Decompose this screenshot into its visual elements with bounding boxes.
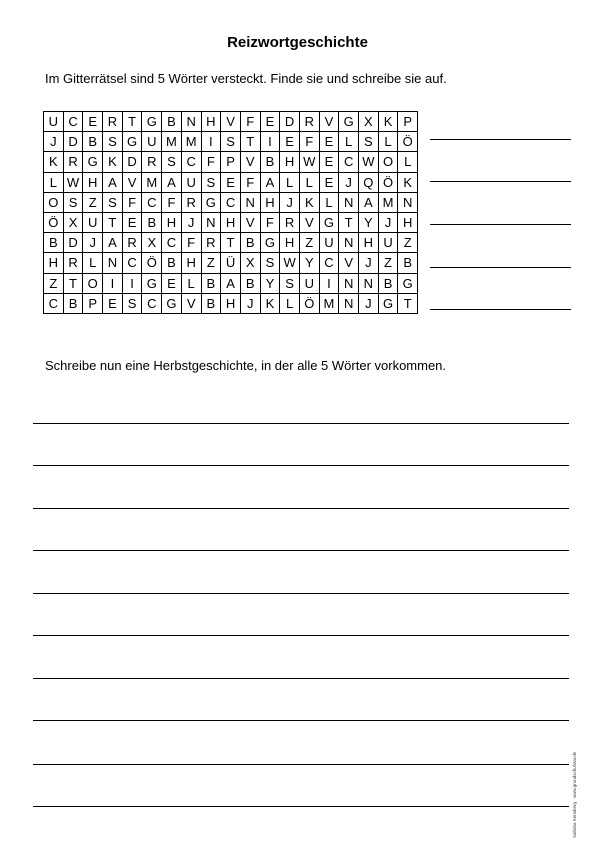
grid-cell[interactable]: J <box>359 293 379 313</box>
grid-cell[interactable]: E <box>162 273 182 293</box>
grid-cell[interactable]: G <box>260 233 280 253</box>
grid-cell[interactable]: G <box>201 192 221 212</box>
grid-cell[interactable]: B <box>240 273 260 293</box>
grid-cell[interactable]: T <box>103 212 123 232</box>
grid-cell[interactable]: S <box>63 192 83 212</box>
grid-cell[interactable]: J <box>378 212 398 232</box>
grid-cell[interactable]: C <box>44 293 64 313</box>
answer-line-5[interactable] <box>430 309 571 310</box>
grid-cell[interactable]: N <box>339 293 359 313</box>
grid-cell[interactable]: S <box>122 293 142 313</box>
grid-cell[interactable]: D <box>122 152 142 172</box>
grid-cell[interactable]: K <box>103 152 123 172</box>
grid-cell[interactable]: M <box>162 132 182 152</box>
grid-cell[interactable]: B <box>63 293 83 313</box>
grid-cell[interactable]: G <box>142 273 162 293</box>
grid-cell[interactable]: R <box>142 152 162 172</box>
grid-cell[interactable]: R <box>280 212 300 232</box>
grid-cell[interactable]: Ü <box>221 253 241 273</box>
grid-cell[interactable]: L <box>181 273 201 293</box>
grid-cell[interactable]: E <box>280 132 300 152</box>
grid-cell[interactable]: V <box>319 112 339 132</box>
grid-cell[interactable]: G <box>339 112 359 132</box>
grid-cell[interactable]: H <box>201 112 221 132</box>
grid-cell[interactable]: H <box>221 293 241 313</box>
grid-cell[interactable]: A <box>221 273 241 293</box>
grid-cell[interactable]: N <box>339 192 359 212</box>
grid-cell[interactable]: I <box>103 273 123 293</box>
grid-cell[interactable]: Y <box>260 273 280 293</box>
grid-cell[interactable]: W <box>63 172 83 192</box>
grid-cell[interactable]: H <box>280 152 300 172</box>
grid-cell[interactable]: N <box>181 112 201 132</box>
grid-cell[interactable]: U <box>142 132 162 152</box>
grid-cell[interactable]: S <box>103 132 123 152</box>
grid-cell[interactable]: F <box>162 192 182 212</box>
writing-line-2[interactable] <box>33 465 569 466</box>
grid-cell[interactable]: V <box>221 112 241 132</box>
grid-cell[interactable]: P <box>83 293 103 313</box>
writing-line-5[interactable] <box>33 593 569 594</box>
grid-cell[interactable]: Q <box>359 172 379 192</box>
grid-cell[interactable]: V <box>122 172 142 192</box>
grid-cell[interactable]: H <box>280 233 300 253</box>
grid-cell[interactable]: R <box>299 112 319 132</box>
answer-line-4[interactable] <box>430 267 571 268</box>
grid-cell[interactable]: H <box>162 212 182 232</box>
grid-cell[interactable]: I <box>260 132 280 152</box>
grid-cell[interactable]: T <box>398 293 418 313</box>
grid-row <box>44 152 418 172</box>
grid-cell[interactable]: A <box>103 233 123 253</box>
grid-cell[interactable]: L <box>299 172 319 192</box>
grid-cell[interactable]: C <box>142 192 162 212</box>
grid-cell[interactable]: F <box>181 233 201 253</box>
grid-row <box>44 253 418 273</box>
grid-cell[interactable]: K <box>44 152 64 172</box>
grid-cell[interactable]: Z <box>378 253 398 273</box>
grid-cell[interactable]: F <box>240 172 260 192</box>
grid-row <box>44 293 418 313</box>
grid-cell[interactable]: L <box>319 192 339 212</box>
grid-cell[interactable]: Ö <box>378 172 398 192</box>
grid-cell[interactable]: E <box>319 172 339 192</box>
grid-cell[interactable]: R <box>181 192 201 212</box>
grid-cell[interactable]: Ö <box>44 212 64 232</box>
grid-cell[interactable]: O <box>83 273 103 293</box>
grid-row <box>44 233 418 253</box>
grid-cell[interactable]: C <box>339 152 359 172</box>
grid-cell[interactable]: I <box>201 132 221 152</box>
grid-cell[interactable]: S <box>103 192 123 212</box>
writing-line-10[interactable] <box>33 806 569 807</box>
grid-cell[interactable]: B <box>378 273 398 293</box>
grid-cell[interactable]: W <box>280 253 300 273</box>
grid-cell[interactable]: C <box>221 192 241 212</box>
grid-cell[interactable]: U <box>378 233 398 253</box>
grid-cell[interactable]: J <box>280 192 300 212</box>
grid-cell[interactable]: S <box>162 152 182 172</box>
grid-cell[interactable]: A <box>103 172 123 192</box>
grid-cell[interactable]: G <box>122 132 142 152</box>
grid-cell[interactable]: N <box>201 212 221 232</box>
grid-cell[interactable]: X <box>142 233 162 253</box>
answer-line-3[interactable] <box>430 224 571 225</box>
grid-cell[interactable]: B <box>83 132 103 152</box>
grid-cell[interactable]: B <box>162 112 182 132</box>
grid-cell[interactable]: J <box>44 132 64 152</box>
grid-cell[interactable]: L <box>83 253 103 273</box>
grid-cell[interactable]: Z <box>398 233 418 253</box>
writing-line-6[interactable] <box>33 635 569 636</box>
grid-cell[interactable]: D <box>63 233 83 253</box>
grid-cell[interactable]: N <box>103 253 123 273</box>
writing-line-9[interactable] <box>33 764 569 765</box>
grid-cell[interactable]: R <box>63 152 83 172</box>
grid-cell[interactable]: M <box>142 172 162 192</box>
grid-row <box>44 212 418 232</box>
grid-cell[interactable]: C <box>122 253 142 273</box>
grid-cell[interactable]: C <box>162 233 182 253</box>
grid-cell[interactable]: N <box>339 233 359 253</box>
grid-cell[interactable]: B <box>201 293 221 313</box>
grid-cell[interactable]: H <box>260 192 280 212</box>
grid-row <box>44 112 418 132</box>
grid-cell[interactable]: B <box>240 233 260 253</box>
grid-cell[interactable]: U <box>83 212 103 232</box>
grid-row <box>44 132 418 152</box>
grid-cell[interactable]: G <box>83 152 103 172</box>
grid-cell[interactable]: X <box>359 112 379 132</box>
grid-row <box>44 192 418 212</box>
grid-cell[interactable]: R <box>122 233 142 253</box>
grid-cell[interactable]: L <box>44 172 64 192</box>
grid-cell[interactable]: J <box>83 233 103 253</box>
grid-cell[interactable]: D <box>63 132 83 152</box>
grid-cell[interactable]: J <box>339 172 359 192</box>
grid-cell[interactable]: N <box>240 192 260 212</box>
grid-cell[interactable]: H <box>398 212 418 232</box>
grid-cell[interactable]: E <box>319 152 339 172</box>
grid-row <box>44 273 418 293</box>
writing-line-1[interactable] <box>33 423 569 424</box>
grid-cell[interactable]: P <box>398 112 418 132</box>
grid-cell[interactable]: W <box>299 152 319 172</box>
grid-cell[interactable]: Y <box>359 212 379 232</box>
grid-cell[interactable]: B <box>398 253 418 273</box>
story-instruction: Schreibe nun eine Herbstgeschichte, in der alle 5 Wörter vorkommen. <box>45 358 447 373</box>
grid-cell[interactable]: H <box>221 212 241 232</box>
grid-cell[interactable]: Z <box>299 233 319 253</box>
grid-cell[interactable]: H <box>83 172 103 192</box>
grid-cell[interactable]: B <box>201 273 221 293</box>
grid-cell[interactable]: Ö <box>398 132 418 152</box>
grid-cell[interactable]: P <box>221 152 241 172</box>
grid-cell[interactable]: L <box>398 152 418 172</box>
grid-cell[interactable]: F <box>122 192 142 212</box>
grid-cell[interactable]: G <box>378 293 398 313</box>
grid-cell[interactable]: C <box>181 152 201 172</box>
writing-line-8[interactable] <box>33 720 569 721</box>
grid-cell[interactable]: F <box>240 112 260 132</box>
grid-cell[interactable]: Z <box>83 192 103 212</box>
grid-cell[interactable]: E <box>103 293 123 313</box>
grid-cell[interactable]: T <box>240 132 260 152</box>
grid-cell[interactable]: Ö <box>142 253 162 273</box>
grid-cell[interactable]: G <box>319 212 339 232</box>
grid-cell[interactable]: K <box>378 112 398 132</box>
grid-cell[interactable]: J <box>181 212 201 232</box>
word-search-grid <box>43 111 418 314</box>
credit-text: Sabrina Kensberg · www.grundschulstar.de <box>572 751 577 838</box>
grid-cell[interactable]: S <box>359 132 379 152</box>
grid-cell[interactable]: G <box>142 112 162 132</box>
writing-line-4[interactable] <box>33 550 569 551</box>
grid-cell[interactable]: B <box>260 152 280 172</box>
grid-cell[interactable]: E <box>319 132 339 152</box>
grid-cell[interactable]: Z <box>201 253 221 273</box>
writing-line-3[interactable] <box>33 508 569 509</box>
grid-cell[interactable]: T <box>339 212 359 232</box>
grid-cell[interactable]: A <box>162 172 182 192</box>
grid-cell[interactable]: T <box>63 273 83 293</box>
grid-cell[interactable]: K <box>398 172 418 192</box>
grid-cell[interactable]: K <box>299 192 319 212</box>
grid-cell[interactable]: V <box>339 253 359 273</box>
grid-cell[interactable]: S <box>260 253 280 273</box>
grid-cell[interactable]: O <box>378 152 398 172</box>
grid-cell[interactable]: U <box>319 233 339 253</box>
grid-cell[interactable]: R <box>201 233 221 253</box>
grid-cell[interactable]: Y <box>299 253 319 273</box>
grid-cell[interactable]: A <box>359 192 379 212</box>
writing-line-7[interactable] <box>33 678 569 679</box>
grid-cell[interactable]: V <box>240 152 260 172</box>
grid-cell[interactable]: R <box>63 253 83 273</box>
grid-cell[interactable]: H <box>359 233 379 253</box>
grid-cell[interactable]: N <box>398 192 418 212</box>
grid-cell[interactable]: N <box>359 273 379 293</box>
grid-cell[interactable]: R <box>103 112 123 132</box>
grid-cell[interactable]: L <box>378 132 398 152</box>
grid-cell[interactable]: M <box>378 192 398 212</box>
grid-cell[interactable]: S <box>221 132 241 152</box>
grid-cell[interactable]: V <box>240 212 260 232</box>
grid-cell[interactable]: F <box>201 152 221 172</box>
grid-cell[interactable]: H <box>181 253 201 273</box>
grid-cell[interactable]: I <box>122 273 142 293</box>
grid-cell[interactable]: E <box>260 112 280 132</box>
grid-cell[interactable]: E <box>221 172 241 192</box>
grid-cell[interactable]: U <box>181 172 201 192</box>
grid-cell[interactable]: C <box>63 112 83 132</box>
grid-cell[interactable]: L <box>280 172 300 192</box>
grid-cell[interactable]: T <box>122 112 142 132</box>
grid-cell[interactable]: C <box>142 293 162 313</box>
grid-cell[interactable]: L <box>280 293 300 313</box>
grid-cell[interactable]: B <box>142 212 162 232</box>
grid-cell[interactable]: J <box>359 253 379 273</box>
grid-cell[interactable]: V <box>299 212 319 232</box>
grid-cell[interactable]: B <box>44 233 64 253</box>
grid-cell[interactable]: F <box>299 132 319 152</box>
grid-cell[interactable]: N <box>339 273 359 293</box>
grid-cell[interactable]: O <box>44 192 64 212</box>
grid-cell[interactable]: C <box>319 253 339 273</box>
task-instruction: Im Gitterrätsel sind 5 Wörter versteckt. Finde sie und schreibe sie auf. <box>45 71 447 86</box>
grid-cell[interactable]: D <box>280 112 300 132</box>
grid-cell[interactable]: G <box>162 293 182 313</box>
grid-cell[interactable]: M <box>181 132 201 152</box>
grid-cell[interactable]: I <box>319 273 339 293</box>
grid-cell[interactable]: E <box>83 112 103 132</box>
grid-cell[interactable]: A <box>260 172 280 192</box>
grid-cell[interactable]: G <box>398 273 418 293</box>
answer-line-1[interactable] <box>430 139 571 140</box>
grid-cell[interactable]: X <box>63 212 83 232</box>
grid-cell[interactable]: E <box>122 212 142 232</box>
grid-cell[interactable]: W <box>359 152 379 172</box>
grid-cell[interactable]: X <box>240 253 260 273</box>
grid-cell[interactable]: B <box>162 253 182 273</box>
page-title: Reizwortgeschichte <box>227 34 368 51</box>
grid-cell[interactable]: T <box>221 233 241 253</box>
grid-cell[interactable]: V <box>181 293 201 313</box>
grid-cell[interactable]: L <box>339 132 359 152</box>
answer-line-2[interactable] <box>430 181 571 182</box>
grid-cell[interactable]: K <box>260 293 280 313</box>
grid-cell[interactable]: J <box>240 293 260 313</box>
grid-row <box>44 172 418 192</box>
grid-cell[interactable]: U <box>44 112 64 132</box>
grid-cell[interactable]: M <box>319 293 339 313</box>
grid-cell[interactable]: S <box>280 273 300 293</box>
grid-cell[interactable]: U <box>299 273 319 293</box>
grid-cell[interactable]: S <box>201 172 221 192</box>
grid-cell[interactable]: H <box>44 253 64 273</box>
grid-cell[interactable]: Z <box>44 273 64 293</box>
grid-cell[interactable]: Ö <box>299 293 319 313</box>
grid-cell[interactable]: F <box>260 212 280 232</box>
